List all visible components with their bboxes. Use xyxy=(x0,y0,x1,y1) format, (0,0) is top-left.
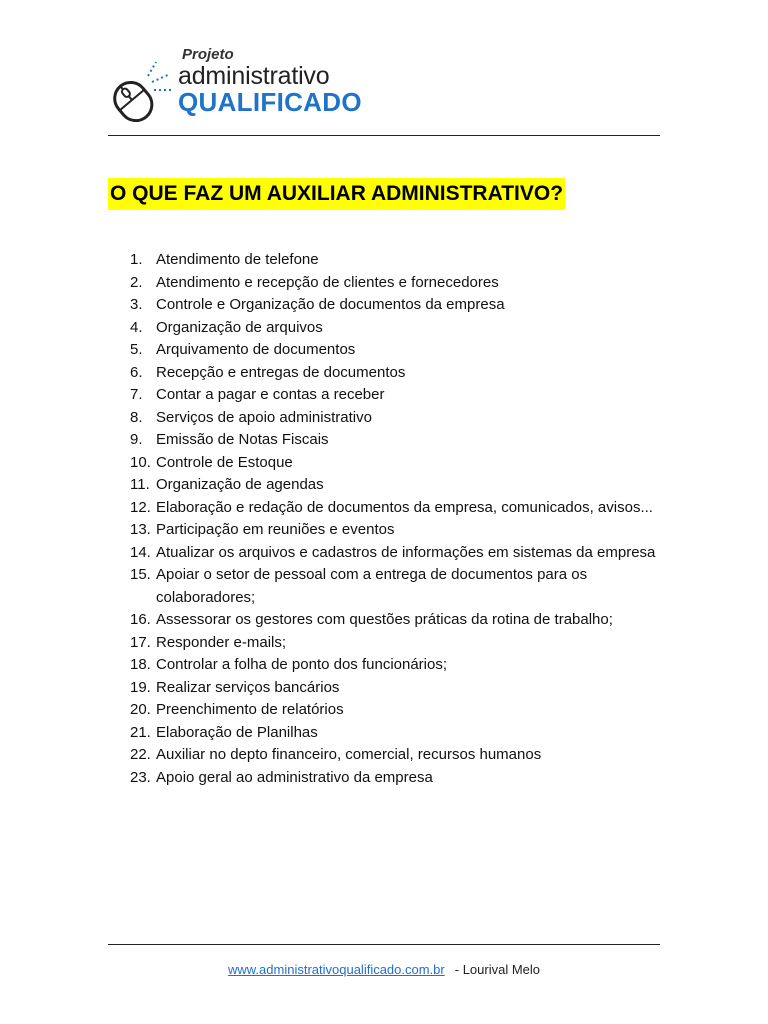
item-number: 4. xyxy=(130,318,143,336)
item-number: 13. xyxy=(130,521,151,538)
item-text: Organização de agendas xyxy=(156,476,324,493)
item-text: Atualizar os arquivos e cadastros de informações em sistemas da empresa xyxy=(156,543,656,561)
item-text: Elaboração de Planilhas xyxy=(156,723,318,741)
item-text: Recepção e entregas de documentos xyxy=(156,363,406,381)
list-item xyxy=(130,249,670,272)
list-item xyxy=(130,519,670,542)
list-item xyxy=(130,744,670,767)
logo-line-projeto: Projeto xyxy=(182,46,234,63)
list-item xyxy=(130,632,670,655)
list-item xyxy=(130,452,670,475)
item-number: 15. xyxy=(130,566,151,583)
page-footer xyxy=(0,962,768,977)
page-title: O QUE FAZ UM AUXILIAR ADMINISTRATIVO? xyxy=(108,178,565,210)
list-item xyxy=(130,497,670,520)
item-text: Emissão de Notas Fiscais xyxy=(156,431,329,448)
logo-line-administrativo: administrativo xyxy=(178,62,330,90)
list-item xyxy=(130,609,670,632)
item-number: 16. xyxy=(130,611,151,628)
duties-list xyxy=(130,249,670,789)
item-text: Contar a pagar e contas a receber xyxy=(156,386,385,403)
list-item xyxy=(130,722,670,745)
item-number: 5. xyxy=(130,341,143,358)
item-number: 8. xyxy=(130,408,143,426)
item-number: 19. xyxy=(130,678,151,696)
list-item xyxy=(130,677,670,700)
list-item xyxy=(130,294,670,317)
item-number: 9. xyxy=(130,431,143,448)
item-text: Apoio geral ao administrativo da empresa xyxy=(156,768,433,786)
list-item xyxy=(130,654,670,677)
item-number: 3. xyxy=(130,296,143,313)
item-text: Atendimento de telefone xyxy=(156,251,319,268)
item-number: 18. xyxy=(130,656,151,673)
item-text: Apoiar o setor de pessoal com a entrega de documentos para os colaboradores; xyxy=(156,566,588,606)
item-text: Arquivamento de documentos xyxy=(156,341,356,358)
item-text: Participação em reuniões e eventos xyxy=(156,521,395,538)
item-text: Controle e Organização de documentos da empresa xyxy=(156,296,505,313)
website-link[interactable]: www.administrativoqualificado.com.br xyxy=(227,962,445,977)
logo-text xyxy=(178,46,362,116)
item-number: 21. xyxy=(130,723,151,741)
item-number: 2. xyxy=(130,273,143,291)
header-divider xyxy=(108,135,660,136)
item-text: Controle de Estoque xyxy=(156,453,293,471)
mouse-icon xyxy=(110,56,180,122)
item-text: Realizar serviços bancários xyxy=(156,678,340,696)
list-item xyxy=(130,699,670,722)
item-number: 6. xyxy=(130,363,143,381)
item-number: 23. xyxy=(130,768,151,786)
list-item xyxy=(130,362,670,385)
list-item xyxy=(130,317,670,340)
item-text: Assessorar os gestores com questões práticas da rotina de trabalho; xyxy=(156,611,613,628)
item-text: Preenchimento de relatórios xyxy=(156,701,344,718)
list-item xyxy=(130,767,670,790)
list-item xyxy=(130,339,670,362)
item-text: Atendimento e recepção de clientes e fornecedores xyxy=(156,273,499,291)
list-item xyxy=(130,474,670,497)
project-logo xyxy=(110,46,370,122)
item-text: Controlar a folha de ponto dos funcionários; xyxy=(156,656,448,673)
item-text: Elaboração e redação de documentos da empresa, comunicados, avisos... xyxy=(156,498,653,516)
item-number: 17. xyxy=(130,633,151,651)
list-item xyxy=(130,429,670,452)
list-item xyxy=(130,272,670,295)
item-text: Organização de arquivos xyxy=(156,318,323,336)
item-number: 22. xyxy=(130,746,151,763)
item-text: Serviços de apoio administrativo xyxy=(156,408,372,426)
author-credit: - Lourival Melo xyxy=(454,962,541,977)
item-number: 1. xyxy=(130,251,143,268)
item-number: 11. xyxy=(130,476,150,493)
list-item xyxy=(130,384,670,407)
item-text: Auxiliar no depto financeiro, comercial, recursos humanos xyxy=(156,746,542,763)
item-number: 20. xyxy=(130,701,151,718)
item-number: 10. xyxy=(130,453,151,471)
item-number: 14. xyxy=(130,543,151,561)
list-item xyxy=(130,542,670,565)
item-text: Responder e-mails; xyxy=(156,633,287,651)
list-item xyxy=(130,407,670,430)
item-number: 7. xyxy=(130,386,143,403)
logo-line-qualificado: QUALIFICADO xyxy=(178,87,362,117)
item-number: 12. xyxy=(130,498,151,516)
footer-divider xyxy=(108,944,660,945)
list-item xyxy=(130,564,670,609)
